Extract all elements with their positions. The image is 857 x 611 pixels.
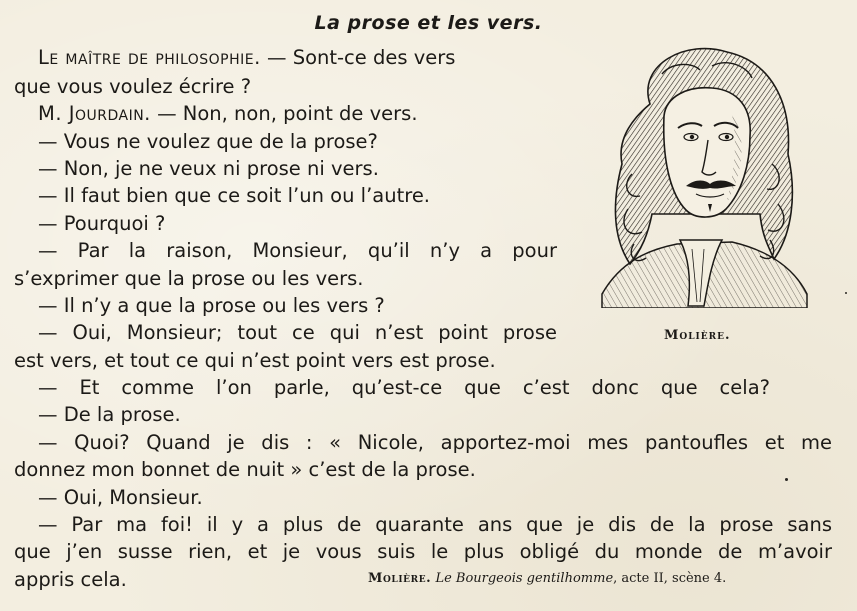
dialogue-line: [38, 46, 455, 70]
dialogue-line: — Vous ne voulez que de la prose?: [38, 130, 378, 153]
speaker-name: M. Jourdain.: [38, 102, 151, 125]
dialogue-line: s’exprimer que la prose ou les vers.: [14, 267, 364, 290]
dialogue-line: — Et comme l’on parle, qu’est-ce que c’est donc que cela?: [38, 376, 770, 399]
dialogue-text: — Sont-ce des vers: [260, 46, 456, 69]
speaker-name: Le maître de philosophie.: [38, 46, 261, 69]
dialogue-line: donnez mon bonnet de nuit » c’est de la prose.: [14, 458, 476, 481]
dialogue-line: — Pourquoi ?: [38, 212, 166, 235]
dialogue-line: — Quoi? Quand je dis : « Nicole, apportez-moi mes pantoufles et me: [38, 431, 832, 454]
dialogue-line: — Non, je ne veux ni prose ni vers.: [38, 157, 379, 180]
paper-speck: [785, 478, 788, 481]
portrait-image: [592, 44, 814, 308]
source-author: Molière.: [368, 571, 432, 586]
source-reference: , acte II, scène 4.: [613, 571, 727, 586]
dialogue-line: — Il faut bien que ce soit l’un ou l’autre.: [38, 184, 431, 207]
source-citation: [368, 571, 726, 586]
dialogue-line: — Oui, Monsieur; tout ce qui n’est point prose: [38, 321, 557, 344]
dialogue-line: — Par la raison, Monsieur, qu’il n’y a pour: [38, 239, 557, 262]
dialogue-line: — Il n’y a que la prose ou les vers ?: [38, 294, 385, 317]
dialogue-line: — Par ma foi! il y a plus de quarante ans que je dis de la prose sans: [38, 513, 832, 536]
portrait-caption: Molière.: [664, 328, 731, 343]
paper-speck: [845, 292, 847, 294]
dialogue-line: appris cela.: [14, 568, 127, 591]
dialogue-text: — Non, non, point de vers.: [150, 102, 418, 125]
dialogue-line: [38, 102, 418, 126]
dialogue-line: — De la prose.: [38, 403, 181, 426]
dialogue-line: que vous voulez écrire ?: [14, 75, 252, 98]
dialogue-line: que j’en susse rien, et je vous suis le plus obligé du monde de m’avoir: [14, 540, 832, 563]
dialogue-line: — Oui, Monsieur.: [38, 486, 203, 509]
source-work: Le Bourgeois gentilhomme: [435, 571, 614, 586]
page-title: La prose et les vers.: [314, 12, 543, 34]
dialogue-line: est vers, et tout ce qui n’est point vers est prose.: [14, 349, 496, 372]
